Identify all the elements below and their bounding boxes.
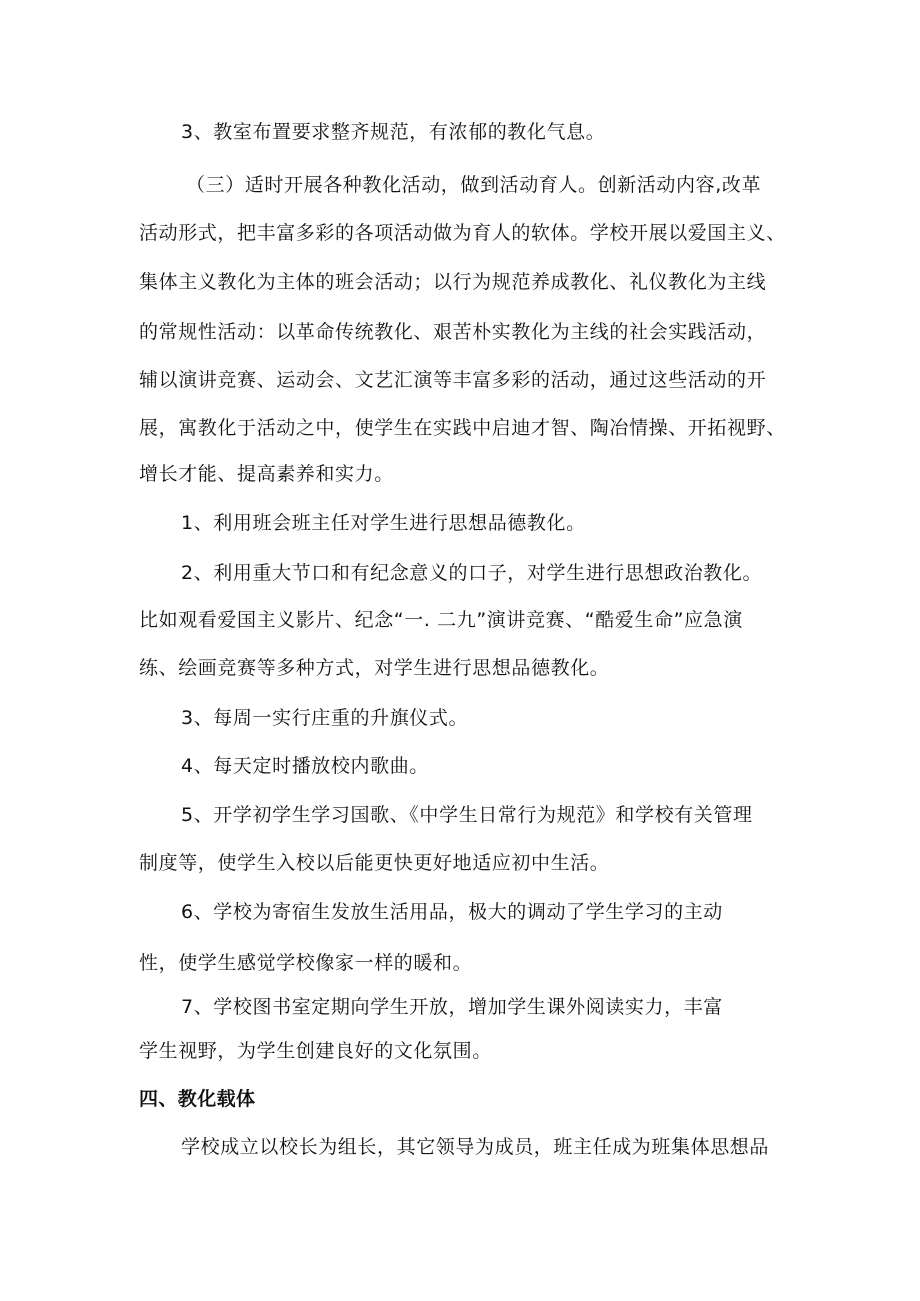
section-heading-carriers: 四、教化载体 [139, 1088, 256, 1110]
item-campus-songs: 4、每天定时播放校内歌曲。 [181, 755, 429, 777]
item-flag-ceremony: 3、每周一实行庄重的升旗仪式。 [181, 707, 469, 729]
paragraph-activities-line-5: 辅以演讲竞赛、运动会、文艺汇演等丰富多彩的活动，通过这些活动的开 [139, 369, 767, 391]
paragraph-activities-line-6: 展，寓教化于活动之中，使学生在实践中启迪才智、陶冶情操、开拓视野、 [139, 417, 786, 439]
item-holidays-line-3: 练、绘画竞赛等多种方式，对学生进行思想品德教化。 [139, 657, 610, 679]
item-library-line-2: 学生视野，为学生创建良好的文化氛围。 [139, 1040, 492, 1062]
item-boarding-line-2: 性，使学生感觉学校像家一样的暖和。 [139, 952, 473, 974]
paragraph-activities-line-4: 的常规性活动：以革命传统教化、艰苦朴实教化为主线的社会实践活动， [139, 321, 767, 343]
paragraph-activities-line-7: 增长才能、提高素养和实力。 [139, 463, 394, 485]
item-classroom-layout: 3、教室布置要求整齐规范，有浓郁的教化气息。 [181, 121, 606, 143]
item-class-meeting: 1、利用班会班主任对学生进行思想品德教化。 [181, 512, 586, 534]
paragraph-activities-line-2: 活动形式，把丰富多彩的各项活动做为育人的软体。学校开展以爱国主义、 [139, 222, 786, 244]
item-boarding-line-1: 6、学校为寄宿生发放生活用品，极大的调动了学生学习的主动 [181, 901, 723, 923]
item-holidays-line-1: 2、利用重大节口和有纪念意义的口子，对学生进行思想政治教化。 [181, 562, 763, 584]
item-holidays-line-2: 比如观看爱国主义影片、纪念“一. 二九”演讲竞赛、“酷爱生命”应急演 [139, 609, 743, 631]
item-regulations-line-1: 5、开学初学生学习国歌、《中学生日常行为规范》和学校有关管理 [181, 804, 753, 826]
paragraph-activities-line-3: 集体主义教化为主体的班会活动；以行为规范养成教化、礼仪教化为主线 [139, 271, 767, 293]
paragraph-activities-line-1: （三）适时开展各种教化活动，做到活动育人。创新活动内容,改革 [186, 174, 762, 196]
item-regulations-line-2: 制度等，使学生入校以后能更快更好地适应初中生活。 [139, 852, 610, 874]
paragraph-carriers-line-1: 学校成立以校长为组长，其它领导为成员，班主任成为班集体思想品 [181, 1136, 770, 1158]
item-library-line-1: 7、学校图书室定期向学生开放，增加学生课外阅读实力，丰富 [181, 996, 723, 1018]
